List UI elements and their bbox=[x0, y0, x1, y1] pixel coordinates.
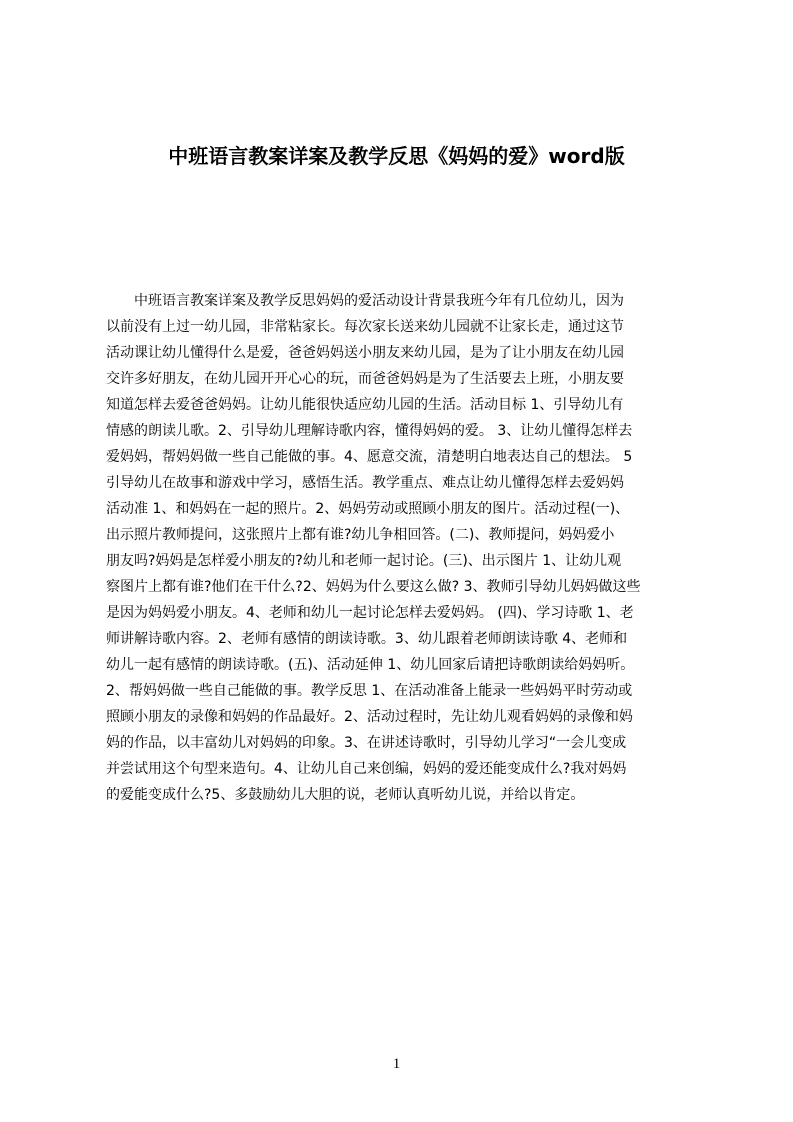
body-line: 活动课让幼儿懂得什么是爱，爸爸妈妈送小朋友来幼儿园，是为了让小朋友在幼儿园 bbox=[106, 345, 624, 361]
body-line: 情感的朗读儿歌。2、引导幼儿理解诗歌内容，懂得妈妈的爱。 3、让幼儿懂得怎样去 bbox=[106, 423, 633, 439]
body-line: 以前没有上过一幼儿园，非常粘家长。每次家长送来幼儿园就不让家长走，通过这节 bbox=[106, 319, 624, 335]
body-line: 活动准 1、和妈妈在一起的照片。2、妈妈劳动或照顾小朋友的图片。活动过程(一)、 bbox=[106, 501, 630, 517]
body-line: 爱妈妈，帮妈妈做一些自己能做的事。4、愿意交流，清楚明白地表达自己的想法。 5 bbox=[106, 449, 633, 465]
body-line: 并尝试用这个句型来造句。4、让幼儿自己来创编，妈妈的爱还能变成什么?我对妈妈 bbox=[106, 761, 627, 777]
body-line: 幼儿一起有感情的朗读诗歌。(五)、活动延伸 1、幼儿回家后请把诗歌朗读给妈妈听。 bbox=[106, 657, 635, 673]
body-line: 察图片上都有谁?他们在干什么?2、妈妈为什么要这么做? 3、教师引导幼儿妈妈做这些 bbox=[106, 579, 641, 595]
body-line: 的爱能变成什么?5、多鼓励幼儿大胆的说，老师认真听幼儿说，并给以肯定。 bbox=[106, 787, 585, 803]
body-line: 引导幼儿在故事和游戏中学习，感悟生活。教学重点、难点让幼儿懂得怎样去爱妈妈 bbox=[106, 475, 624, 491]
body-line: 出示照片教师提问，这张照片上都有谁?幼儿争相回答。(二)、教师提问，妈妈爱小 bbox=[106, 527, 615, 543]
body-text bbox=[106, 288, 698, 808]
page-number: 1 bbox=[392, 1056, 401, 1072]
body-line: 2、帮妈妈做一些自己能做的事。教学反思 1、在活动准备上能录一些妈妈平时劳动或 bbox=[106, 683, 633, 699]
body-line: 朋友吗?妈妈是怎样爱小朋友的?幼儿和老师一起讨论。(三)、出示图片 1、让幼儿观 bbox=[106, 553, 622, 569]
body-line: 交许多好朋友，在幼儿园开开心心的玩，而爸爸妈妈是为了生活要去上班，小朋友要 bbox=[106, 371, 624, 387]
body-line: 是因为妈妈爱小朋友。4、老师和幼儿一起讨论怎样去爱妈妈。 (四)、学习诗歌 1、老 bbox=[106, 605, 634, 621]
body-line: 中班语言教案详案及教学反思妈妈的爱活动设计背景我班今年有几位幼儿，因为 bbox=[134, 293, 624, 309]
body-line: 妈的作品，以丰富幼儿对妈妈的印象。3、在讲述诗歌时，引导幼儿学习“一会儿变成 bbox=[106, 735, 627, 751]
body-line: 知道怎样去爱爸爸妈妈。让幼儿能很快适应幼儿园的生活。活动目标 1、引导幼儿有 bbox=[106, 397, 624, 413]
body-line: 师讲解诗歌内容。2、老师有感情的朗读诗歌。3、幼儿跟着老师朗读诗歌 4、老师和 bbox=[106, 631, 628, 647]
body-line: 照顾小朋友的录像和妈妈的作品最好。2、活动过程时，先让幼儿观看妈妈的录像和妈 bbox=[106, 709, 633, 725]
page-title: 中班语言教案详案及教学反思《妈妈的爱》word版 bbox=[168, 144, 625, 168]
